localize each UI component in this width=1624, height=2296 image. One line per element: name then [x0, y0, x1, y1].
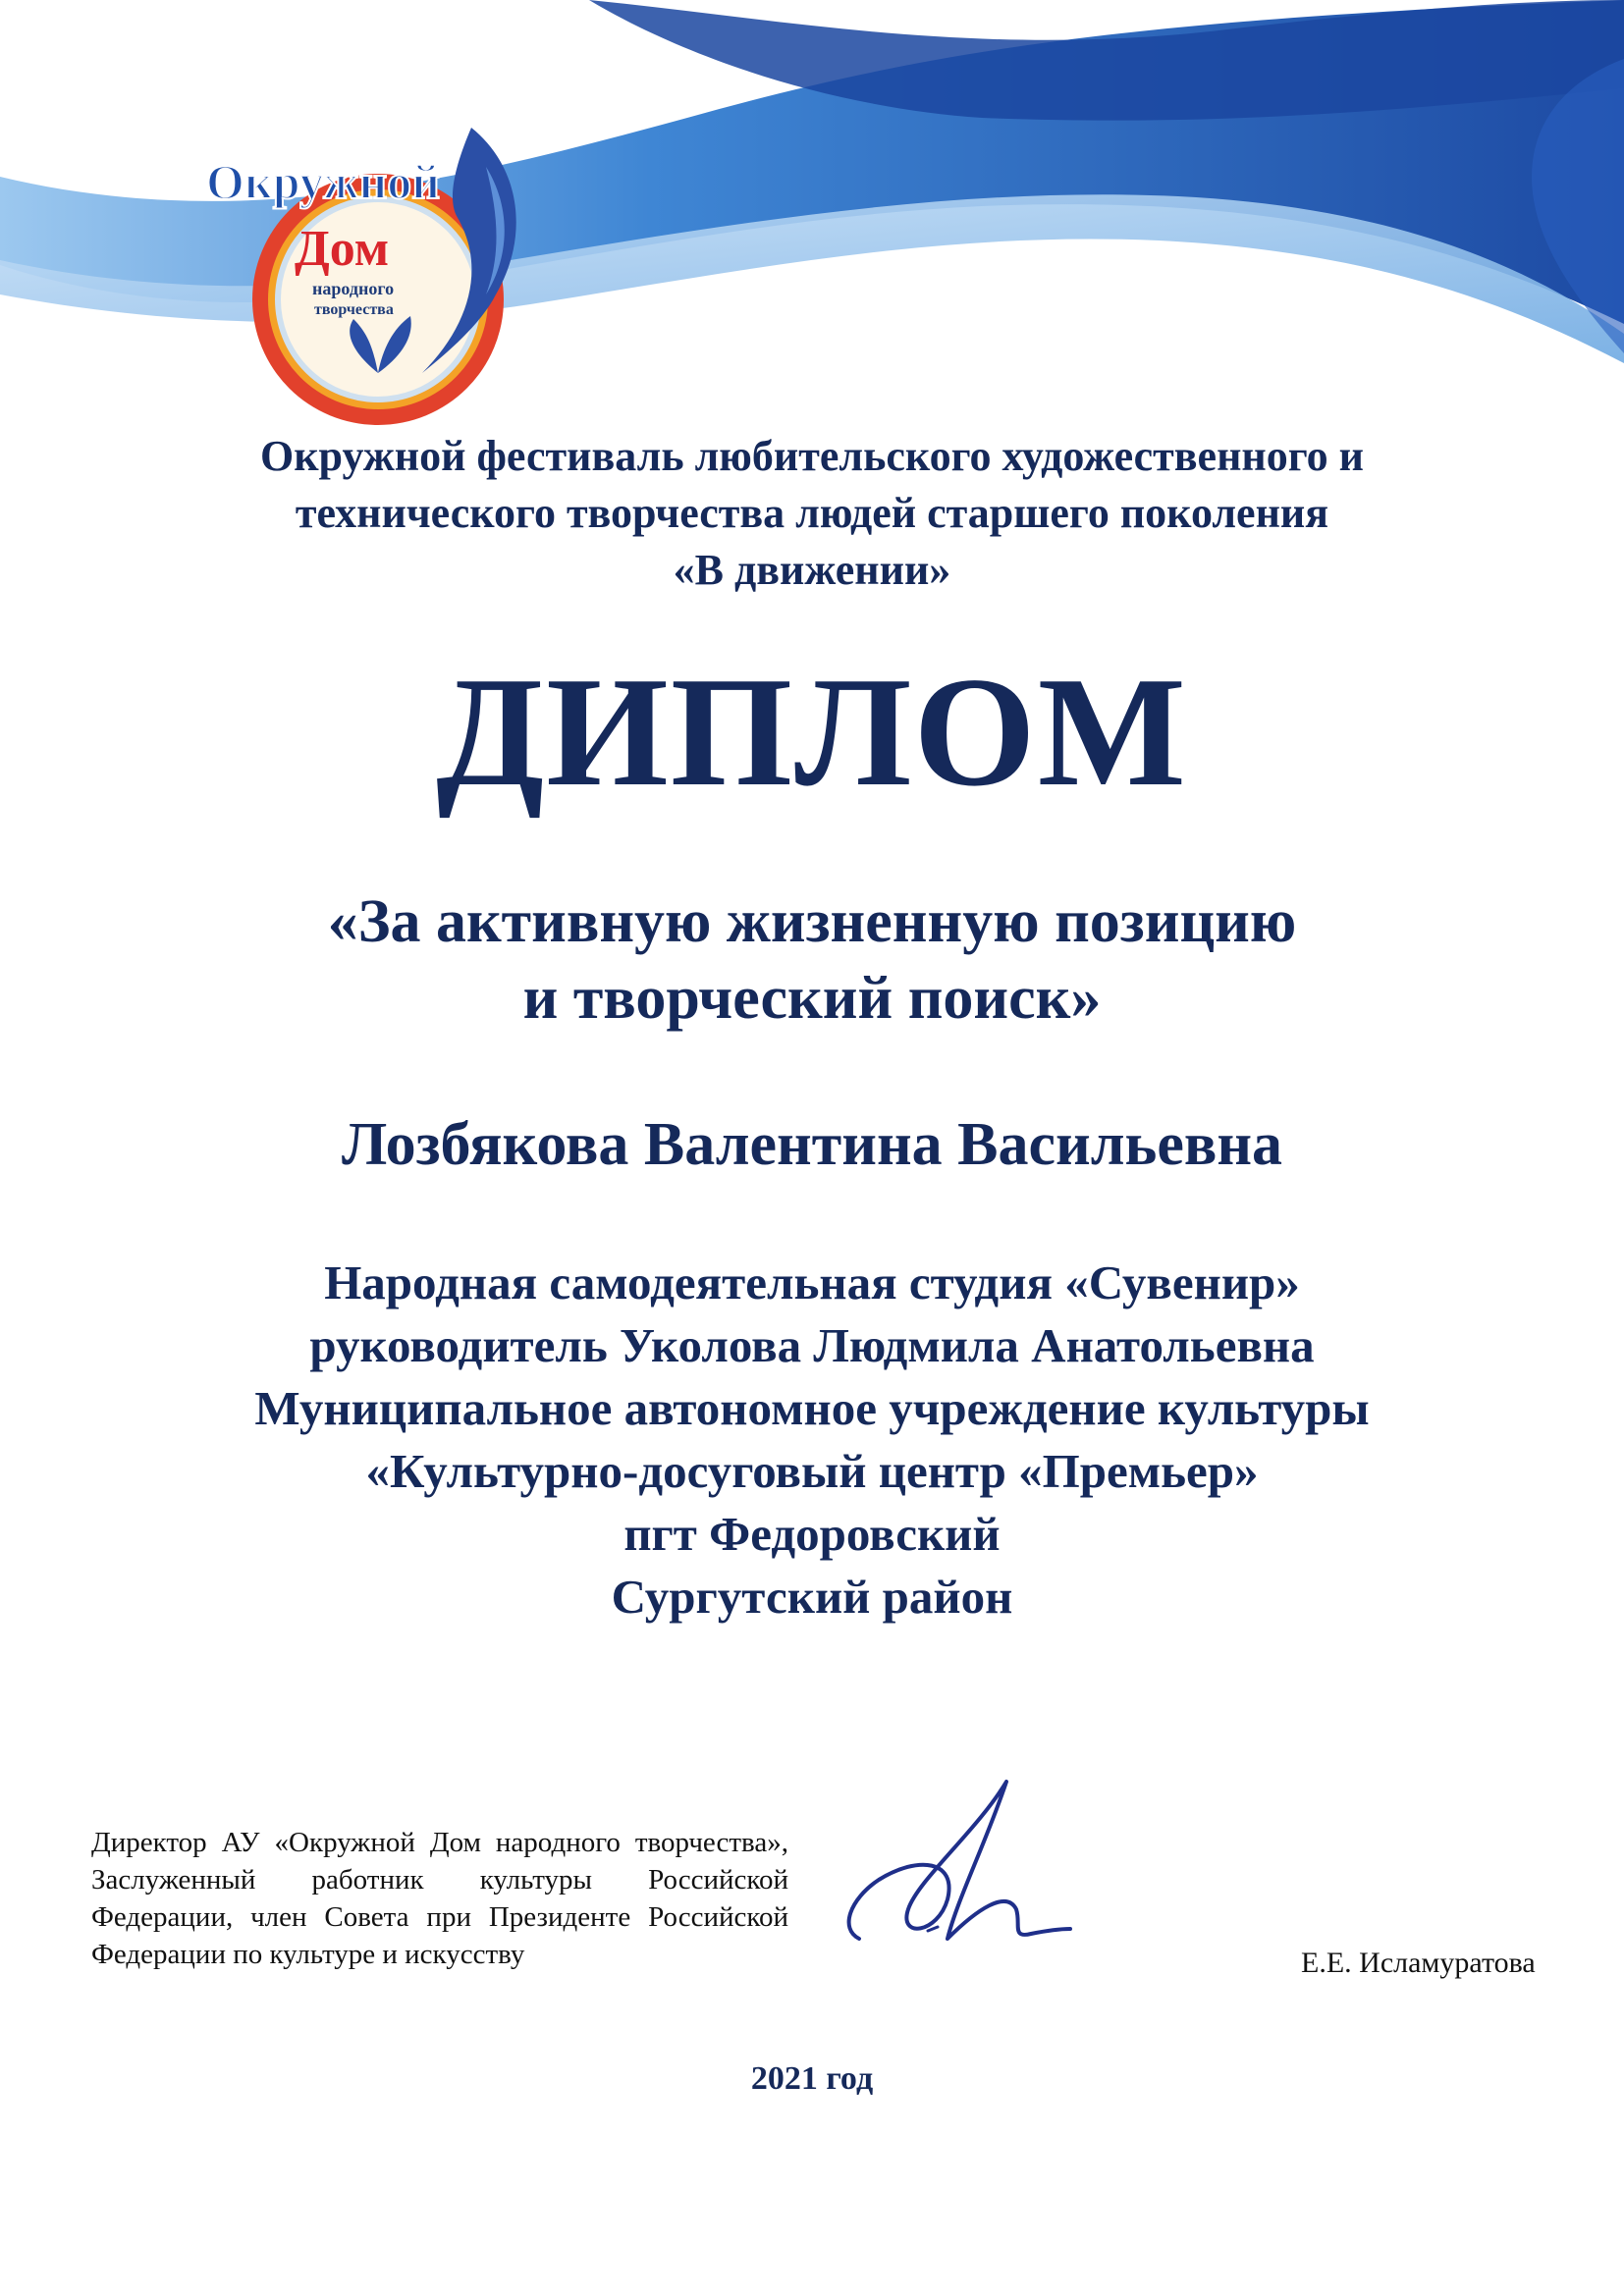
nomination-line-1: «За активную жизненную позицию — [327, 888, 1297, 955]
nomination — [0, 883, 1624, 1037]
svg-text:народного: народного — [312, 279, 395, 298]
organization-line: Муниципальное автономное учреждение культуры — [254, 1381, 1370, 1435]
organization-line: Народная самодеятельная студия «Сувенир» — [324, 1255, 1300, 1309]
festival-line-1: Окружной фестиваль любительского художественного и — [259, 432, 1365, 480]
svg-text:творчества: творчества — [314, 301, 394, 318]
svg-text:Дом: Дом — [295, 221, 390, 277]
organization-line: пгт Федоровский — [623, 1507, 1001, 1561]
diploma-title: ДИПЛОМ — [436, 644, 1188, 819]
nomination-line-2: и творческий поиск» — [522, 965, 1102, 1032]
festival-line-2: технического творчества людей старшего поколения — [295, 489, 1329, 537]
signature — [839, 1762, 1114, 1988]
festival-heading — [0, 428, 1624, 599]
recipient-name: Лозбякова Валентина Васильевна — [341, 1111, 1283, 1178]
organization-line: Сургутский район — [611, 1570, 1013, 1624]
director-title: Директор АУ «Окружной Дом народного творчества», Заслуженный работник культуры Российской Федерации, член Совета при Президенте Российской Федерации по культуре и искусству — [91, 1827, 788, 1970]
svg-text:Окружной: Окружной — [206, 154, 441, 209]
year: 2021 год — [750, 2060, 874, 2097]
organization-line: «Культурно-досуговый центр «Премьер» — [365, 1444, 1259, 1498]
organization-block — [0, 1252, 1624, 1629]
organization-line: руководитель Уколова Людмила Анатольевна — [309, 1318, 1315, 1372]
logo — [206, 108, 589, 432]
director-name: Е.Е. Исламуратова — [1301, 1947, 1536, 1979]
festival-line-3: «В движении» — [673, 546, 951, 594]
